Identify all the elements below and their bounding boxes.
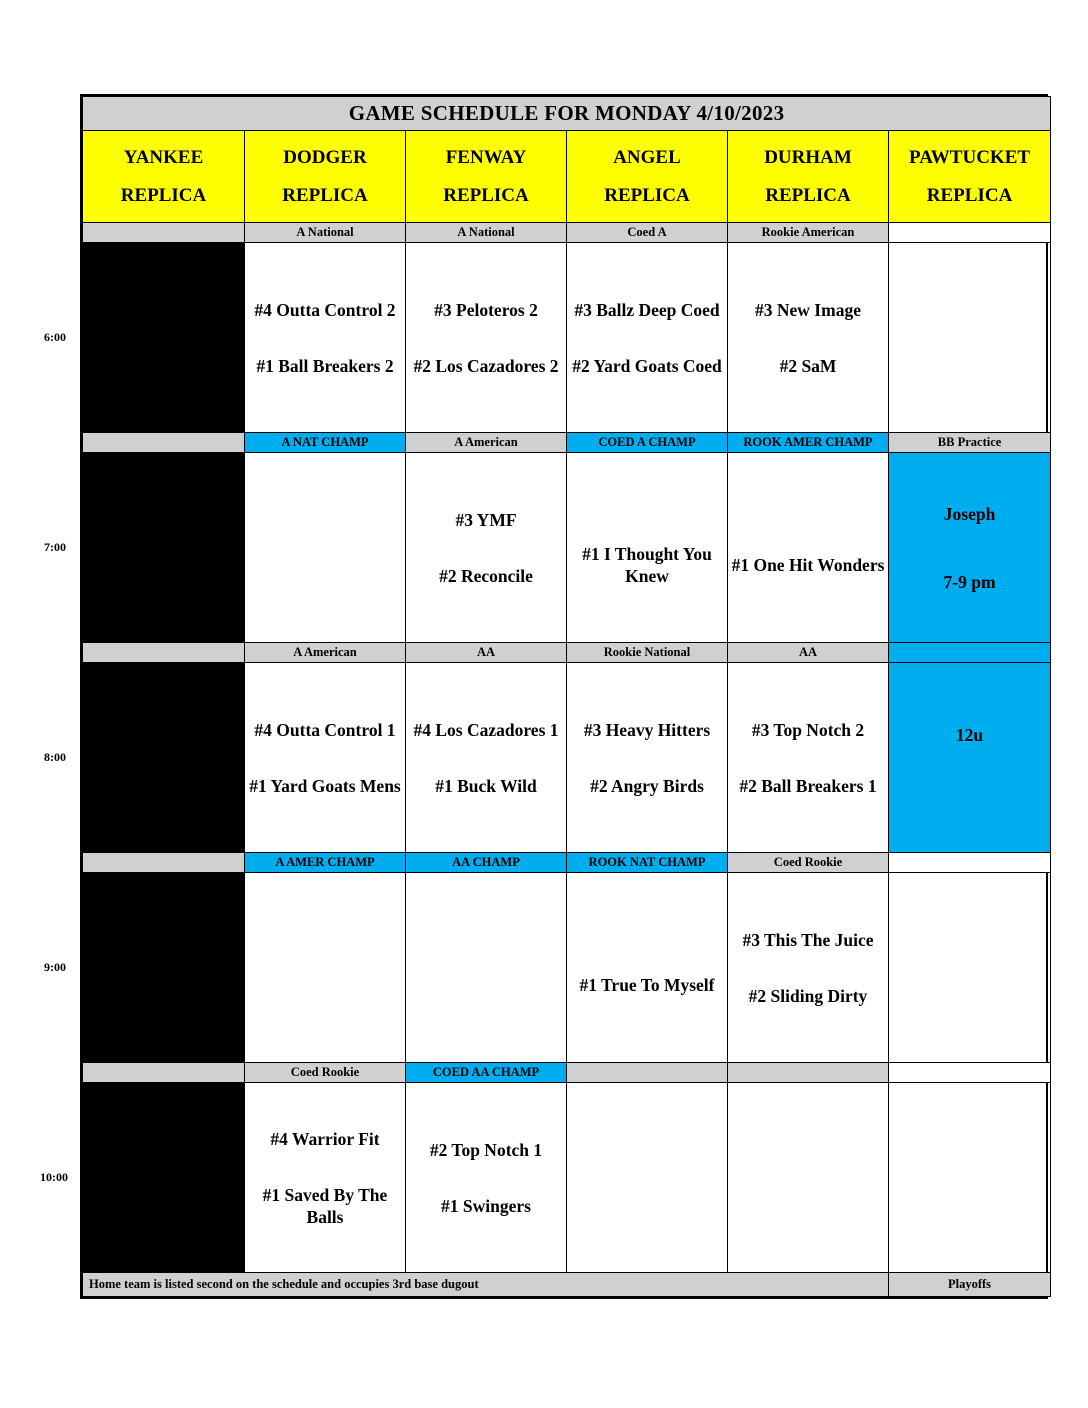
division-cell: AA [406,643,567,663]
game-cell-angel [567,453,728,643]
page-title: GAME SCHEDULE FOR MONDAY 4/10/2023 [83,97,1051,131]
division-cell [889,223,1051,243]
game-cell-pawtucket [889,663,1051,853]
game-row [83,663,1051,853]
division-cell: A AMER CHAMP [245,853,406,873]
game-cell-fenway [406,663,567,853]
game-cell-angel [567,873,728,1063]
division-cell [889,1063,1051,1083]
footer-row [83,1273,1051,1297]
home-team: #1 I Thought You Knew [582,543,712,586]
field-header-angel [567,131,728,223]
home-team: #2 Reconcile [439,565,533,586]
game-cell-pawtucket [889,873,1051,1063]
game-cell-pawtucket [889,453,1051,643]
practice-name: 12u [955,724,984,745]
division-cell [83,643,245,663]
game-cell-fenway [406,453,567,643]
game-cell-durham [728,1083,889,1273]
game-cell-durham [728,243,889,433]
game-cell-yankee [83,243,245,433]
home-team: #2 SaM [779,355,837,376]
away-team: #4 Los Cazadores 1 [413,719,559,740]
game-cell-fenway [406,873,567,1063]
game-cell-dodger [245,1083,406,1273]
field-header-pawtucket [889,131,1051,223]
away-team: #3 New Image [755,299,861,320]
field-name-line1: YANKEE [123,146,204,168]
game-cell-dodger [245,453,406,643]
home-team: #2 Ball Breakers 1 [739,775,877,796]
division-cell [83,433,245,453]
game-row [83,873,1051,1063]
field-header-fenway [406,131,567,223]
home-team: #1 Yard Goats Mens [249,775,401,796]
time-label-800: 8:00 [44,749,66,764]
division-row [83,433,1051,453]
game-row [83,453,1051,643]
home-team: #2 Angry Birds [590,775,704,796]
schedule-sheet [80,94,1048,1299]
field-header-yankee [83,131,245,223]
home-team: #1 Saved By The Balls [262,1184,388,1227]
away-team: #4 Outta Control 1 [254,719,396,740]
game-cell-angel [567,243,728,433]
time-label-700: 7:00 [44,539,66,554]
division-cell: COED AA CHAMP [406,1063,567,1083]
game-cell-pawtucket [889,1083,1051,1273]
division-cell [728,1063,889,1083]
division-cell: ROOK AMER CHAMP [728,433,889,453]
away-team: #3 This The Juice [742,929,874,950]
game-cell-dodger [245,873,406,1063]
division-cell: A American [406,433,567,453]
game-cell-yankee [83,663,245,853]
division-cell: A National [245,223,406,243]
game-row [83,243,1051,433]
field-name-line2: REPLICA [282,184,368,206]
footer-legend: Playoffs [889,1273,1051,1297]
game-row [83,1083,1051,1273]
field-name-line2: REPLICA [765,184,851,206]
game-cell-yankee [83,453,245,643]
game-cell-durham [728,663,889,853]
time-label-600: 6:00 [44,329,66,344]
division-cell: BB Practice [889,433,1051,453]
practice-time: 7-9 pm [943,571,996,592]
division-cell [83,853,245,873]
schedule-table [82,96,1051,1297]
division-cell: A American [245,643,406,663]
away-team: #2 Top Notch 1 [429,1139,543,1160]
game-cell-yankee [83,1083,245,1273]
game-cell-durham [728,873,889,1063]
field-name-line1: DODGER [283,146,367,168]
game-cell-durham [728,453,889,643]
field-name-line2: REPLICA [443,184,529,206]
home-team: #1 True To Myself [579,974,715,995]
field-header-row [83,131,1051,223]
division-cell [83,223,245,243]
home-team: #2 Sliding Dirty [748,985,868,1006]
practice-name: Joseph [943,503,996,524]
away-team: #3 Peloteros 2 [434,299,538,320]
game-cell-fenway [406,1083,567,1273]
field-header-durham [728,131,889,223]
home-team: #2 Yard Goats Coed [572,355,722,376]
field-name-line2: REPLICA [604,184,690,206]
division-row [83,643,1051,663]
field-name-line1: DURHAM [764,146,852,168]
division-cell: AA [728,643,889,663]
division-cell [889,643,1051,663]
game-cell-dodger [245,243,406,433]
title-row [83,97,1051,131]
division-cell: ROOK NAT CHAMP [567,853,728,873]
field-name-line2: REPLICA [926,184,1013,206]
division-cell: A National [406,223,567,243]
footer-note: Home team is listed second on the schedule and occupies 3rd base dugout [83,1273,889,1297]
division-cell: Coed A [567,223,728,243]
field-header-dodger [245,131,406,223]
division-cell [889,853,1051,873]
game-cell-dodger [245,663,406,853]
field-name-line1: ANGEL [613,146,681,168]
division-row [83,223,1051,243]
field-name-line1: FENWAY [445,146,527,168]
away-team: #4 Outta Control 2 [254,299,396,320]
home-team: #1 One Hit Wonders [731,554,885,575]
home-team: #1 Swingers [441,1195,531,1216]
away-team: #3 Ballz Deep Coed [574,299,720,320]
division-cell [83,1063,245,1083]
division-cell: Coed Rookie [728,853,889,873]
away-team: #4 Warrior Fit [270,1128,380,1149]
away-team: #3 Heavy Hitters [583,719,711,740]
game-cell-angel [567,663,728,853]
division-cell: A NAT CHAMP [245,433,406,453]
game-cell-yankee [83,873,245,1063]
away-team: #3 YMF [455,509,517,530]
home-team: #2 Los Cazadores 2 [413,355,559,376]
time-label-900: 9:00 [44,959,66,974]
time-label-1000: 10:00 [40,1169,68,1184]
division-cell: AA CHAMP [406,853,567,873]
away-team: #3 Top Notch 2 [751,719,865,740]
division-row [83,1063,1051,1083]
game-cell-fenway [406,243,567,433]
division-cell: Rookie American [728,223,889,243]
division-row [83,853,1051,873]
division-cell [567,1063,728,1083]
game-cell-angel [567,1083,728,1273]
division-cell: Rookie National [567,643,728,663]
division-cell: COED A CHAMP [567,433,728,453]
game-cell-pawtucket [889,243,1051,433]
home-team: #1 Ball Breakers 2 [256,355,394,376]
division-cell: Coed Rookie [245,1063,406,1083]
field-name-line1: PAWTUCKET [909,146,1031,168]
home-team: #1 Buck Wild [435,775,537,796]
field-name-line2: REPLICA [120,184,207,206]
